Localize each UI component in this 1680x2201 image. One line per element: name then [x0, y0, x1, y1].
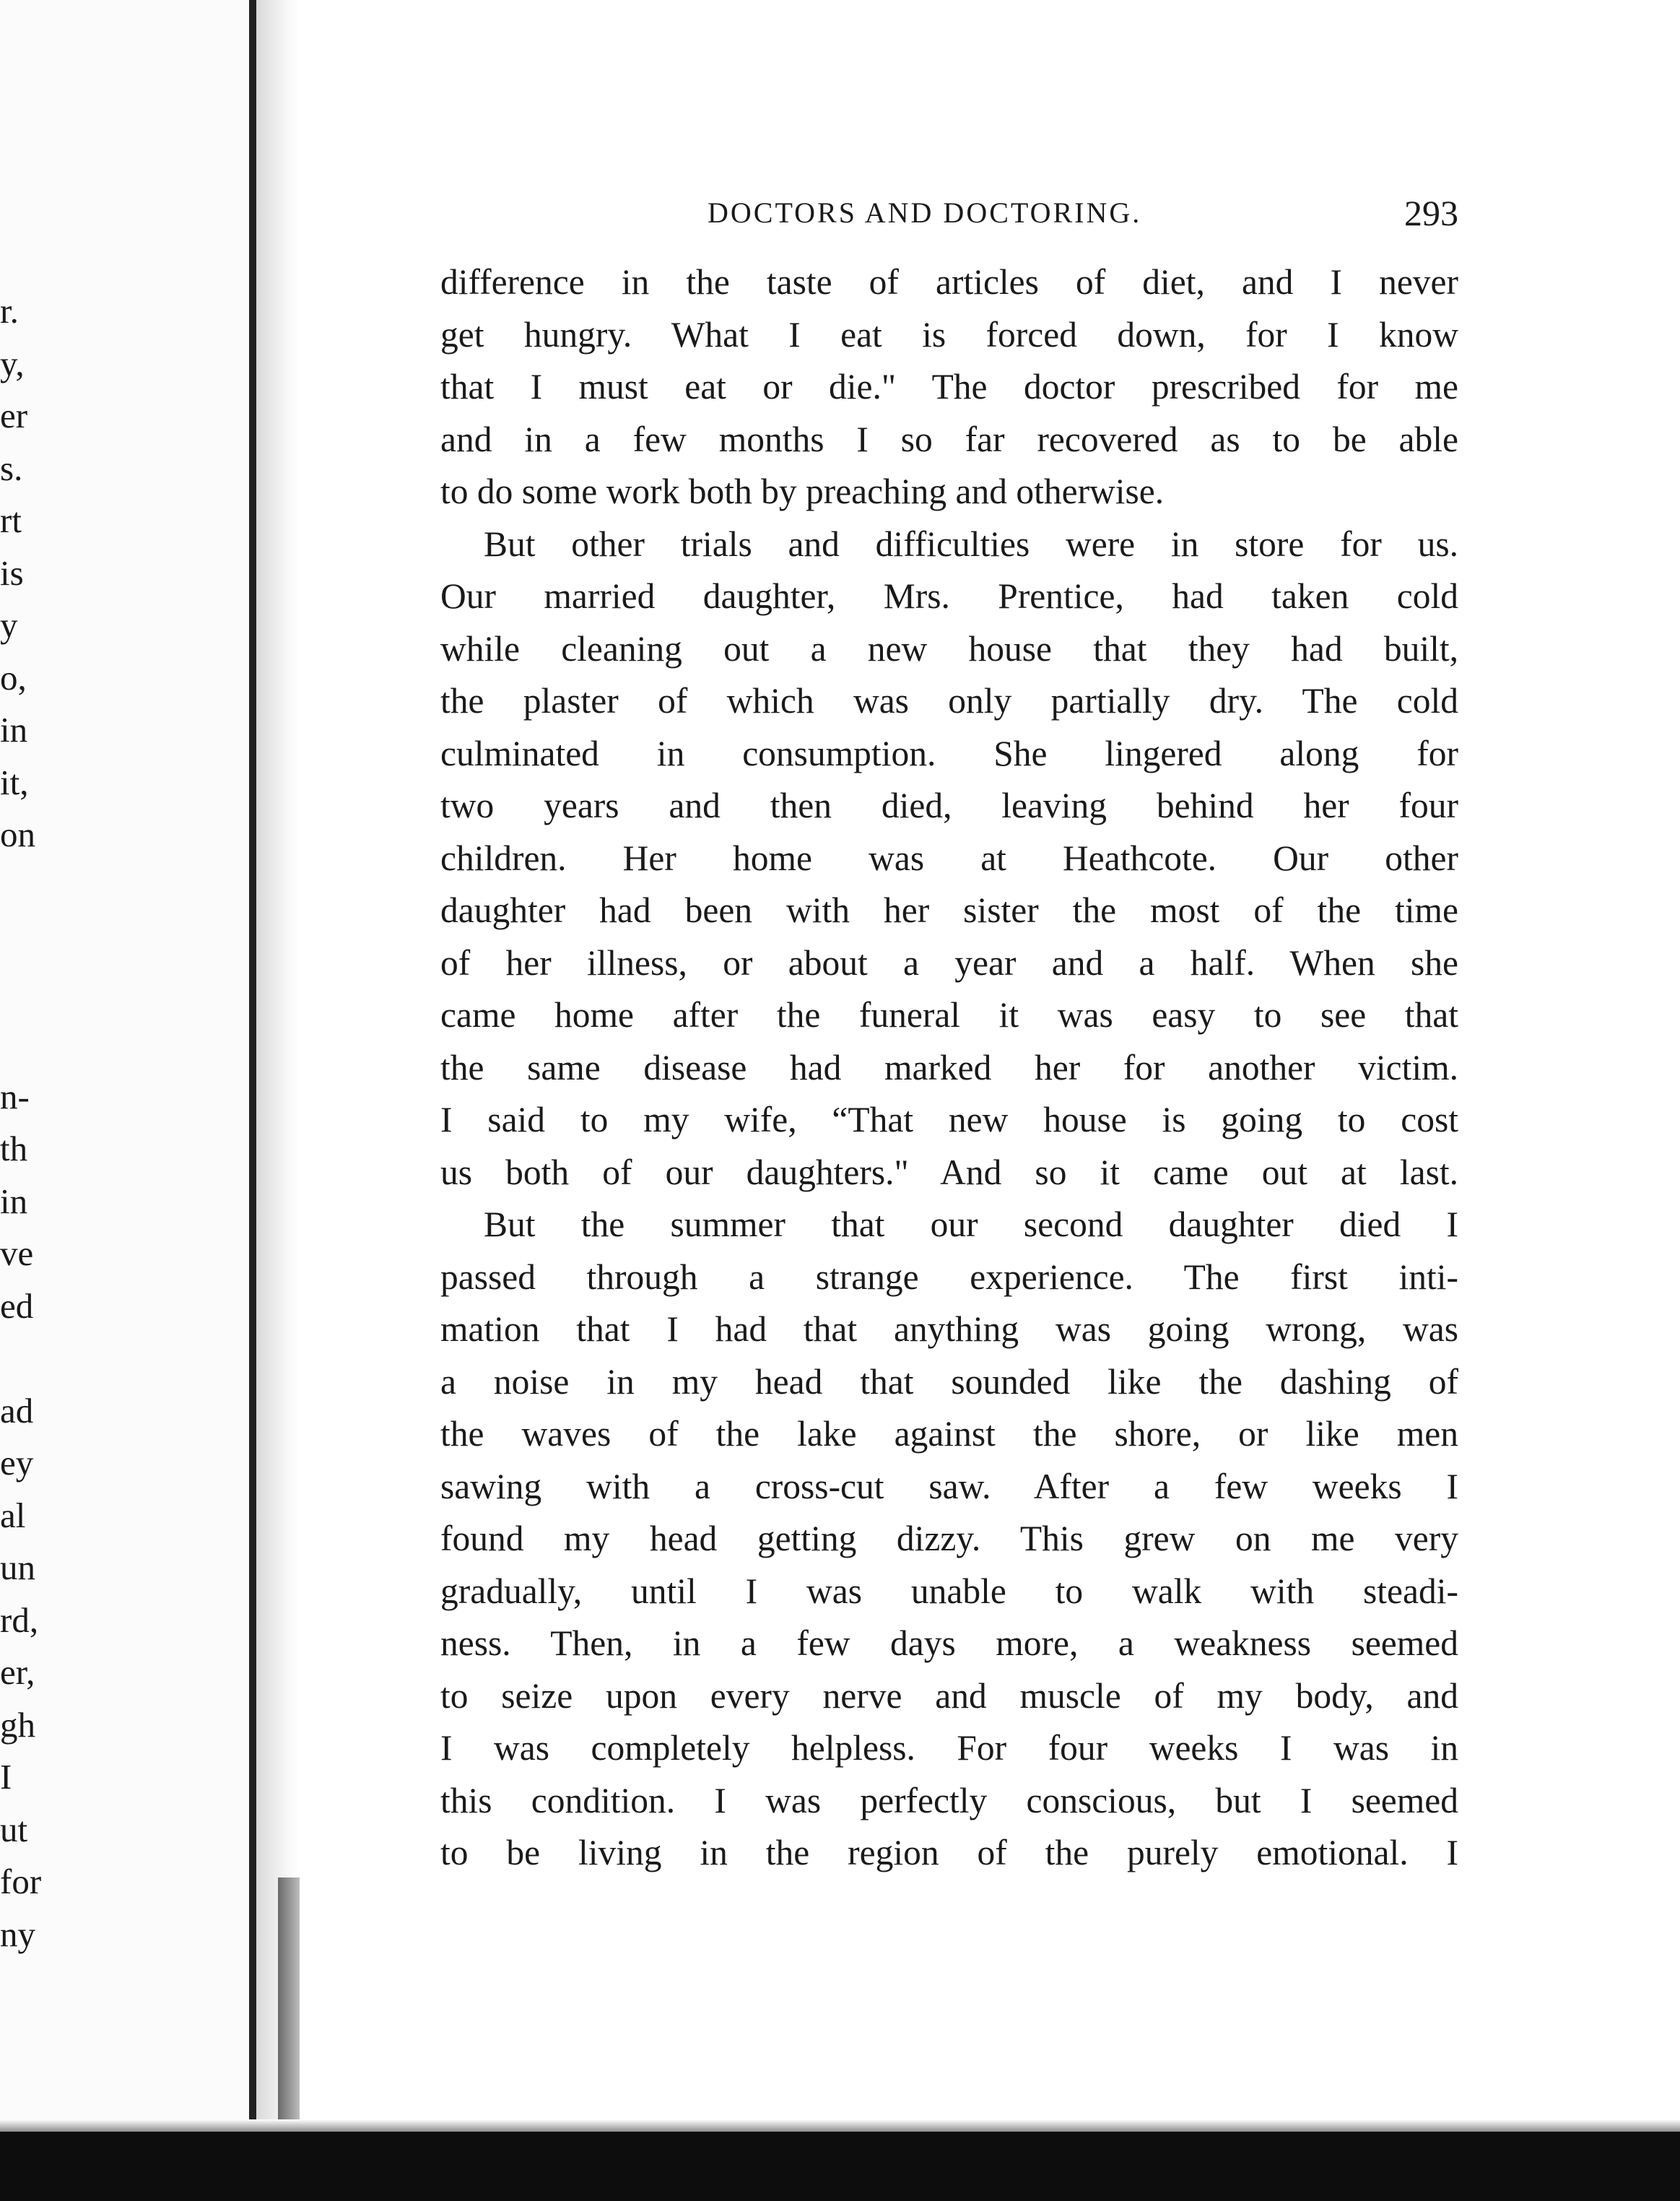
text-line: get hungry. What I eat is forced down, for I know	[440, 314, 1458, 355]
facing-page-fragment: gh	[0, 1704, 35, 1745]
facing-page-fragment: er,	[0, 1652, 35, 1692]
facing-page-fragment: rd,	[0, 1599, 39, 1640]
facing-page-fragment	[0, 1018, 245, 1071]
text-line: this condition. I was perfectly conscious, but I seemed	[440, 1780, 1458, 1820]
facing-page-fragment: ny	[0, 1914, 35, 1954]
text-line: us both of our daughters." And so it came out at last.	[440, 1152, 1458, 1192]
running-head	[440, 191, 1458, 235]
page-number: 293	[1404, 193, 1458, 233]
facing-page-fragment: er	[0, 396, 28, 435]
facing-page-fragment: o,	[0, 657, 27, 698]
text-line: difference in the taste of articles of diet, and I never	[440, 262, 1458, 302]
facing-page-fragment: y,	[0, 343, 25, 383]
facing-page-fragment: I	[0, 1757, 12, 1797]
text-line: the waves of the lake against the shore, or like men	[440, 1414, 1458, 1454]
text-line: the same disease had marked her for another victim.	[440, 1047, 1458, 1088]
text-line: mation that I had that anything was going wrong, was	[440, 1309, 1458, 1349]
gutter-lower-shadow	[278, 1877, 300, 2123]
facing-page-fragment: n-	[0, 1076, 30, 1116]
text-line: and in a few months I so far recovered as to be able	[440, 419, 1458, 459]
text-line: I said to my wife, “That new house is going to cost	[440, 1100, 1458, 1139]
paragraph-3	[440, 1199, 1458, 1880]
text-line: a noise in my head that sounded like the dashing of	[440, 1361, 1458, 1402]
text-line: of her illness, or about a year and a half. When she	[440, 942, 1458, 983]
facing-page-fragment	[0, 913, 245, 966]
facing-page-fragment: is	[0, 552, 24, 593]
facing-page-fragment: ad	[0, 1390, 34, 1431]
facing-page-fragment: for	[0, 1862, 42, 1901]
text-line: But other trials and difficulties were in store for us.	[484, 524, 1458, 564]
text-line: children. Her home was at Heathcote. Our other	[440, 838, 1458, 878]
paragraph-2	[440, 518, 1458, 1199]
text-line: But the summer that our second daughter died I	[484, 1204, 1458, 1244]
facing-page-fragment: it,	[0, 762, 29, 802]
facing-page-fragment	[0, 966, 245, 1019]
facing-page-fragment: in	[0, 710, 28, 750]
facing-page-fragment: s.	[0, 448, 23, 488]
body-text	[440, 256, 1458, 1880]
facing-page-fragment: ut	[0, 1809, 28, 1849]
facing-page-fragment: un	[0, 1547, 35, 1587]
text-line: the plaster of which was only partially dry. The cold	[440, 681, 1458, 721]
text-line: Our married daughter, Mrs. Prentice, had taken cold	[440, 576, 1458, 616]
book-page	[440, 191, 1458, 1880]
facing-page-fragment: y	[0, 605, 18, 645]
facing-page-fragment	[0, 1332, 245, 1385]
facing-page-fragment: ed	[0, 1285, 34, 1326]
text-line: found my head getting dizzy. This grew on me very	[440, 1519, 1458, 1558]
facing-page-text	[0, 285, 245, 1961]
gutter-shadow	[256, 0, 300, 2123]
running-title: DOCTORS AND DOCTORING.	[708, 196, 1142, 229]
text-line: to do some work both by preaching and otherwise.	[440, 472, 1165, 511]
facing-page-strip	[0, 0, 249, 2137]
text-line: ness. Then, in a few days more, a weakness seemed	[440, 1623, 1458, 1663]
scan-bottom-band	[0, 2132, 1680, 2201]
text-line: to seize upon every nerve and muscle of my body, and	[440, 1675, 1458, 1716]
text-line: gradually, until I was unable to walk with steadi-	[440, 1571, 1458, 1611]
binding-gutter	[249, 0, 256, 2123]
text-line: passed through a strange experience. The first inti-	[440, 1256, 1458, 1297]
text-line: to be living in the region of the purely emotional. I	[440, 1833, 1458, 1872]
facing-page-fragment: ve	[0, 1233, 34, 1273]
text-line: sawing with a cross-cut saw. After a few weeks I	[440, 1466, 1458, 1506]
facing-page-fragment: th	[0, 1129, 28, 1168]
facing-page-fragment: in	[0, 1181, 28, 1221]
text-line: culminated in consumption. She lingered along for	[440, 733, 1458, 773]
text-line: two years and then died, leaving behind her four	[440, 786, 1458, 825]
facing-page-fragment: al	[0, 1495, 26, 1535]
text-line: while cleaning out a new house that they had built,	[440, 628, 1458, 669]
facing-page-fragments	[0, 285, 245, 1961]
facing-page-fragment: on	[0, 815, 35, 854]
text-line: daughter had been with her sister the most of the time	[440, 890, 1458, 930]
facing-page-fragment	[0, 861, 245, 914]
facing-page-fragment: rt	[0, 500, 22, 540]
paragraph-1	[440, 256, 1458, 518]
text-line: came home after the funeral it was easy to see that	[440, 995, 1458, 1035]
text-line: I was completely helpless. For four weeks I was in	[440, 1728, 1458, 1768]
facing-page-fragment: r.	[0, 291, 19, 331]
facing-page-fragment: ey	[0, 1443, 34, 1482]
text-line: that I must eat or die." The doctor prescribed for me	[440, 367, 1458, 407]
